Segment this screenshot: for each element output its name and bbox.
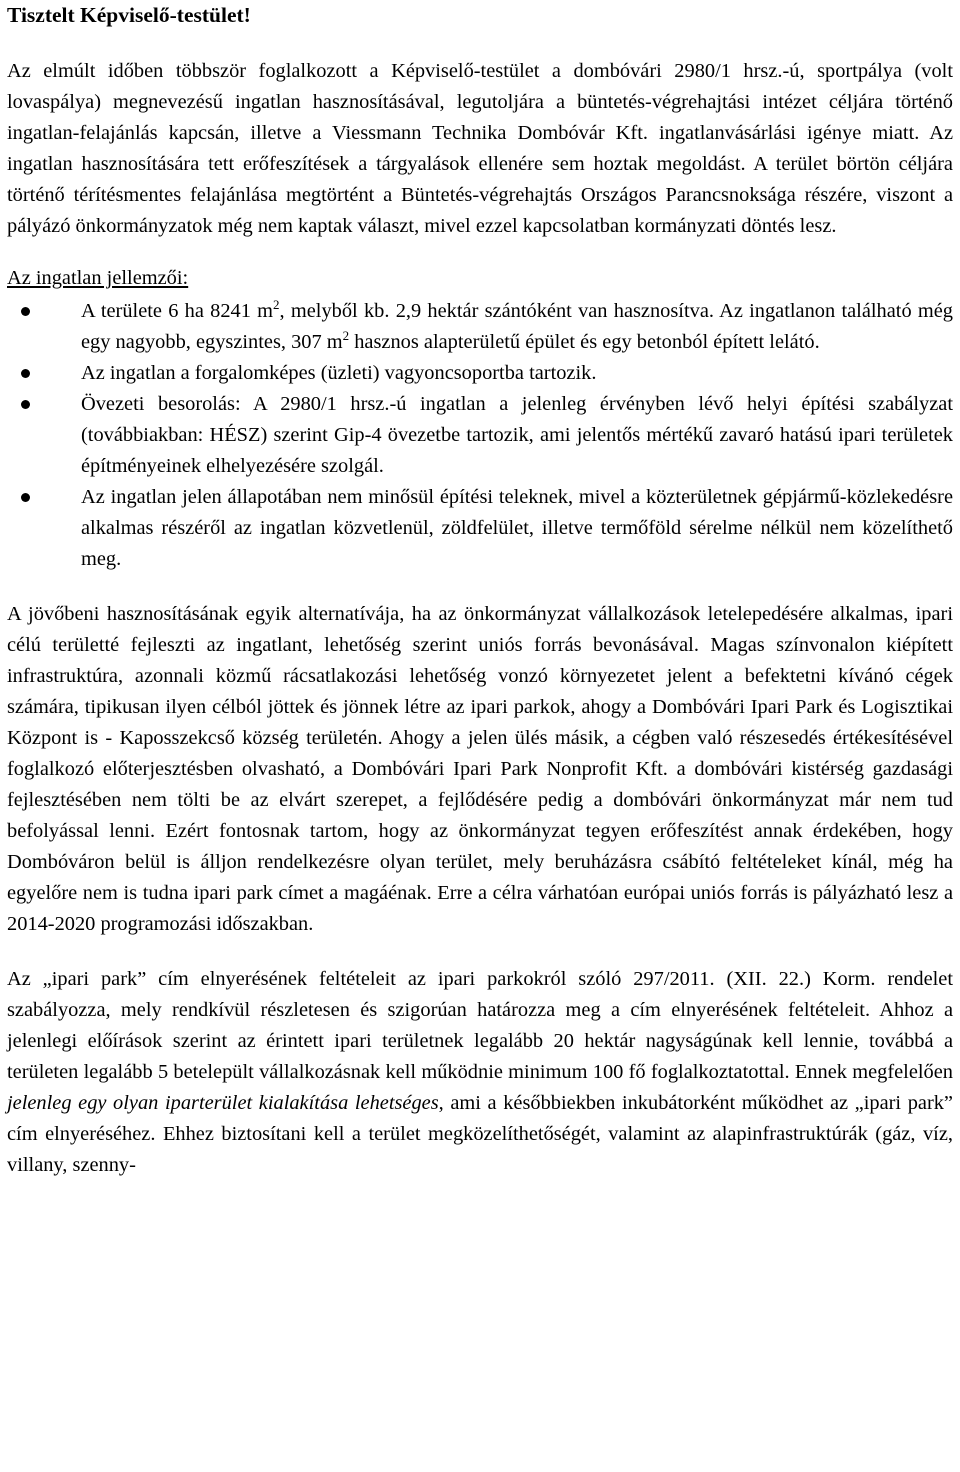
bullet-icon (21, 369, 30, 378)
list-item (7, 389, 953, 482)
document-page (7, 0, 953, 1181)
zoning-text: Övezeti besorolás: A 2980/1 hrsz.-ú ingatlan a jelenleg érvényben lévő helyi építési szabályzat (továbbiakban: HÉSZ) szerint Gip-4 övezetbe tartozik, ami jelentős mértékű zavaró hatású ipari területek építményeinek elhelyezésére szolgál. (81, 393, 953, 477)
bullet-icon (21, 400, 30, 409)
area-text: A területe 6 ha 8241 m (81, 300, 274, 322)
future-paragraph: A jövőbeni hasznosításának egyik alternatívája, ha az önkormányzat vállalkozások letelepedésére alkalmas, ipari célú területté fejleszti az ingatlant, lehetőség szerint uniós forrás bevonásával. Magas színvonalon kiépített infrastruktúra, azonnali közmű rácsatlakozási lehetőség vonzó környezetet jelent a befektetni kívánó cégek számára, tipikusan ilyen célból jöttek és jönnek létre az ipari parkok, ahogy a Dombóvári Ipari Park és Logisztikai Központ is - Kaposszekcső község területén. Ahogy a jelen ülés másik, a cégben való részesedés értékesítésével foglalkozó előterjesztésben olvasható, a Dombóvári Ipari Park Nonprofit Kft. a dombóvári kistérség gazdasági fejlesztésében nem tölti be az elvárt szerepet, a fejlődésére pedig a dombóvári önkormányzat már nem tud befolyással lenni. Ezért fontosnak tartom, hogy az önkormányzat tegyen erőfeszítést annak érdekében, hogy Dombóváron belül is álljon rendelkezésre olyan terület, mely beruházásra csábító feltételeket kínál, még ha egyelőre nem is tudna ipari park címet a magáénak. Erre a célra várhatóan európai uniós forrás is pályázható lesz a 2014-2020 programozási időszakban. (7, 603, 953, 935)
superscript: 2 (342, 328, 350, 343)
characteristics-list (7, 296, 953, 575)
superscript: 2 (273, 297, 280, 312)
bullet-icon (21, 493, 30, 502)
park-text-italic: jelenleg egy olyan iparterület kialakítása lehetséges (7, 1092, 439, 1114)
intro-paragraph (7, 56, 953, 242)
asset-group-text: Az ingatlan a forgalomképes (üzleti) vagyoncsoportba tartozik. (81, 362, 597, 384)
industrial-park-paragraph (7, 964, 953, 1181)
park-text: Az „ipari park” cím elnyerésének feltételeit az ipari parkokról szóló 297/2011. (XII. 22.) Korm. rendelet szabályozza, mely rendkívül részletesen és szigorúan határozza meg a cím elnyerésének feltételeit. Ahhoz a jelenlegi előírások szerint az érintett ipari területnek legalább 20 hektár nagyságúnak kell lennie, továbbá a területen legalább 5 betelepült vállalkozásnak kell működnie minimum 100 fő foglalkoztatottal. Ennek megfelelően (7, 968, 953, 1083)
intro-text: Az elmúlt időben többször foglalkozott a Képviselő-testület a dombóvári 2980/1 hrsz.-ú, sportpálya (volt lovaspálya) megnevezésű ingatlan hasznosításával, legutoljára a büntetés-végrehajtási intézet céljára történő ingatlan-felajánlás kapcsán, illetve a Viessmann Technika Dombóvár Kft. ingatlanvásárlási igénye miatt. Az ingatlan hasznosítására tett erőfeszítések a tárgyalások ellenére sem hoztak megoldást. A terület börtön céljára történő térítésmentes felajánlása megtörtént a Büntetés-végrehajtás Országos Parancsnoksága részére, viszont a pályázó önkormányzatok még nem kaptak választ, mivel ezzel kapcsolatban kormányzati döntés lesz. (7, 60, 953, 237)
park-text-2: , ami a későbbiekben inkubátorként működhet az „ipari park” cím elnyeréséhez. Ehhez biztosítani kell a terület megközelíthetőségét, valamint az alapinfrastruktúrák (gáz, víz, villany, szenny- (7, 1092, 953, 1176)
access-text: Az ingatlan jelen állapotában nem minősül építési teleknek, mivel a közterületnek gépjármű-közlekedésre alkalmas részéről az ingatlan közvetlenül, zöldfelület, illetve termőföld sérelme nélkül nem közelíthető meg. (81, 486, 953, 570)
area-text-3: hasznos alapterületű épület és egy betonból épített lelátó. (349, 331, 820, 353)
list-item (7, 358, 953, 389)
characteristics-heading: Az ingatlan jellemzői: (7, 267, 189, 289)
list-item (7, 296, 953, 358)
list-item (7, 482, 953, 575)
document-title: Tisztelt Képviselő-testület! (7, 3, 251, 27)
bullet-icon (21, 307, 30, 316)
area-text-2: , melyből kb. 2,9 hektár szántóként van hasznosítva. Az ingatlanon található még egy nagyobb, egyszintes, 307 m (81, 300, 953, 353)
